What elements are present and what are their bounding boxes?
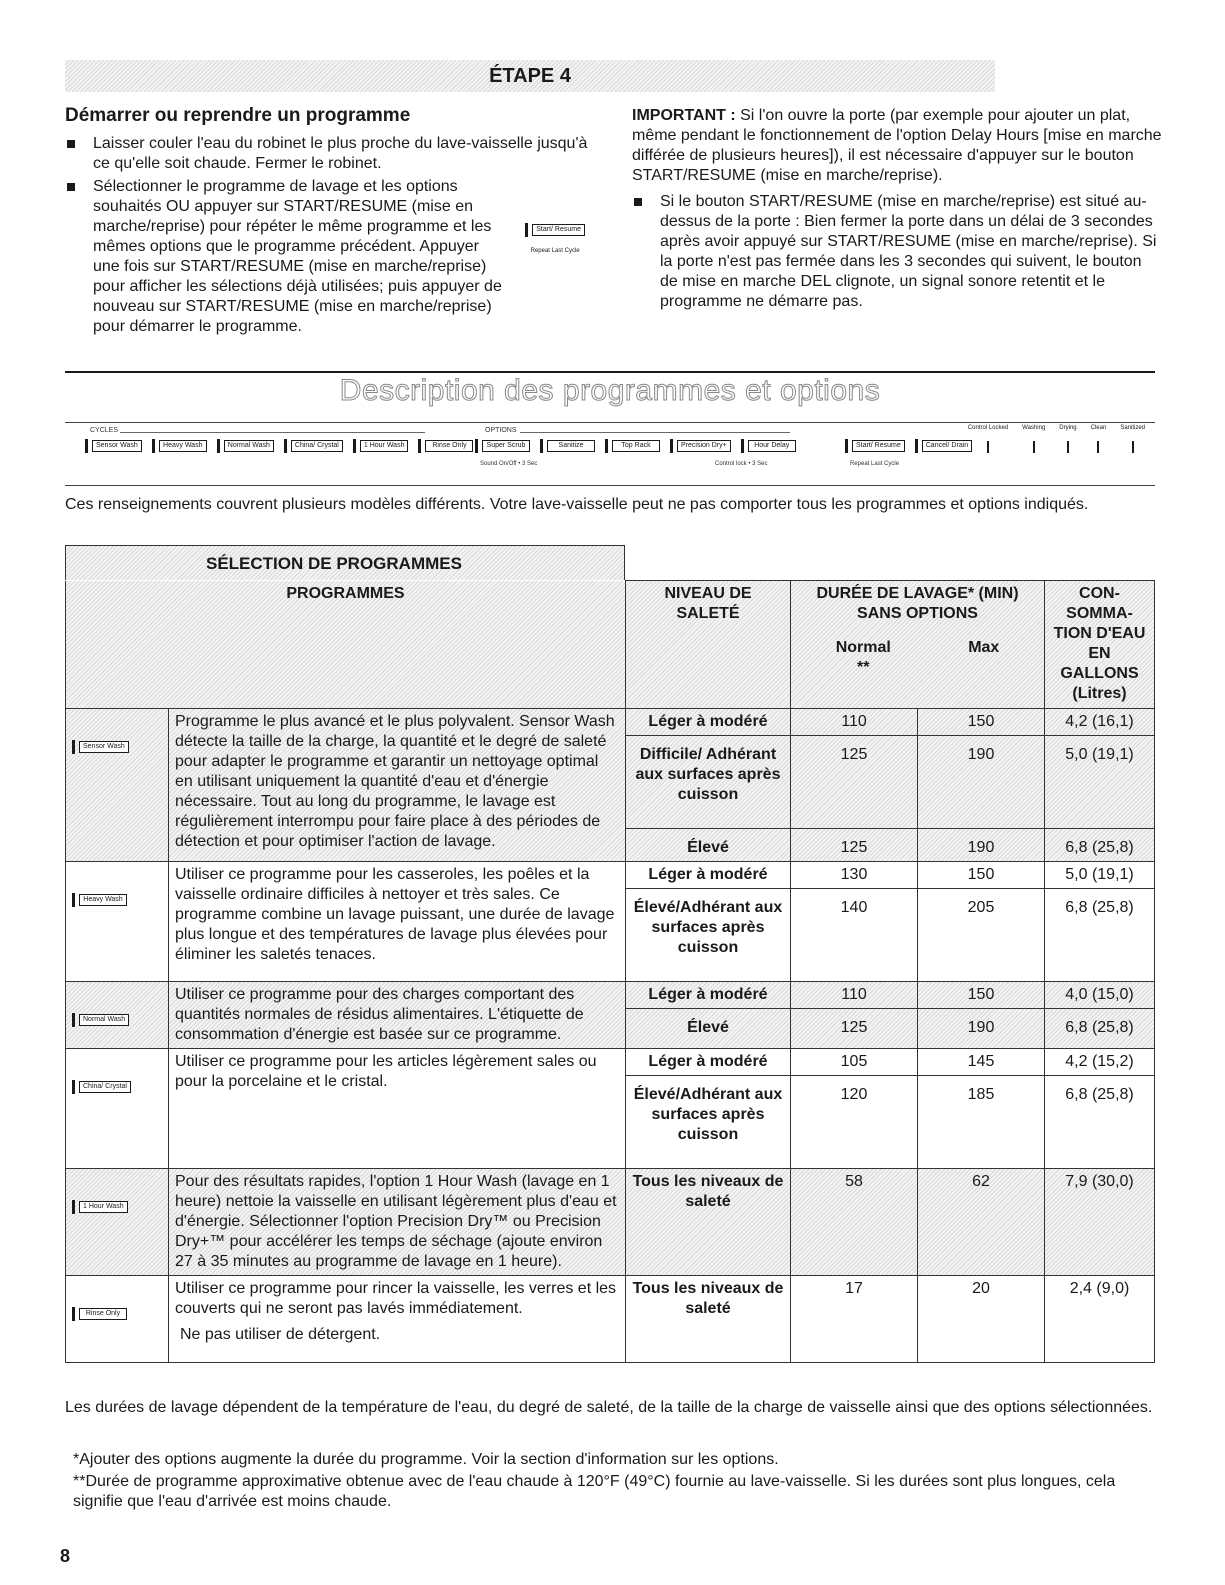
programme-button-icon: [72, 1013, 129, 1027]
description-text: Utiliser ce programme pour des charges comportant des quantités normales de résidus alimentaires. L'étiquette de consommation d'énergie est basée sur ce programme.: [175, 986, 584, 1043]
divider: [120, 432, 425, 433]
water-usage-cell: [1045, 1049, 1155, 1169]
soil-level: Élevé/Adhérant aux surfaces après cuisson: [633, 1086, 783, 1143]
duration-normal-cell: [791, 709, 918, 862]
water-usage-cell: [1045, 982, 1155, 1049]
status-led: [1033, 441, 1035, 453]
divider: [626, 828, 790, 835]
led-indicator: [72, 893, 75, 907]
soil-level: Tous les niveaux de saleté: [632, 1173, 784, 1210]
important-section: [632, 106, 1162, 315]
water-usage: 5,0 (19,1): [1065, 866, 1134, 883]
cycle-button: [85, 439, 142, 453]
programme-icon-cell: [66, 1049, 169, 1169]
programme-icon-cell: [66, 862, 169, 982]
start-resume-button-illustration: [525, 220, 585, 261]
divider: [1045, 828, 1154, 835]
control-panel-illustration: [65, 422, 1155, 486]
table-row: [66, 709, 1155, 862]
duration-max-cell: [918, 1276, 1045, 1363]
soil-level: Tous les niveaux de saleté: [632, 1280, 784, 1317]
programme-table: [65, 580, 1155, 1363]
duration-normal-cell: [791, 1049, 918, 1169]
option-button: [741, 439, 796, 453]
led-indicator: [72, 1200, 75, 1214]
button-label: Rinse Only: [79, 1308, 127, 1320]
water-usage-cell: [1045, 709, 1155, 862]
programme-button-icon: [72, 740, 129, 754]
duration-normal: 110: [841, 986, 867, 1003]
option-button: [605, 439, 660, 453]
divider: [791, 735, 917, 742]
divider: [1045, 735, 1154, 742]
duration-max: 150: [967, 713, 995, 730]
button-label: Super Scrub: [482, 440, 530, 452]
cycle-button: [152, 439, 207, 453]
soil-level-cell: [626, 709, 791, 862]
programme-description: [169, 709, 626, 862]
soil-level: Élevé: [687, 839, 729, 856]
divider: [918, 1075, 1044, 1082]
programme-description: [169, 1049, 626, 1169]
button-label: Sanitize: [547, 440, 595, 452]
led-indicator: [217, 439, 220, 453]
options-label: OPTIONS: [485, 427, 517, 434]
programme-icon-cell: [66, 1169, 169, 1276]
status-indicator: [1091, 425, 1107, 453]
led-indicator: [72, 740, 75, 754]
programme-icon-cell: [66, 982, 169, 1049]
important-text: Si l'on ouvre la porte (par exemple pour ajouter un plat, même pendant le fonctionnement de l'option Delay Hours [mise en marche différée de plusieurs heures]), il est nécessaire d'appuyer sur le bouton START/RESUME (mise en marche/reprise).: [632, 107, 1162, 184]
duration-max-cell: [918, 982, 1045, 1049]
button-label: 1 Hour Wash: [360, 440, 409, 452]
led-indicator: [152, 439, 155, 453]
status-label: Sanitized: [1120, 425, 1145, 431]
status-indicator: [1059, 425, 1076, 453]
controls-caption: Repeat Last Cycle: [850, 461, 900, 467]
soil-level: Élevé: [687, 1019, 729, 1036]
water-usage: 6,8 (25,8): [1065, 1019, 1134, 1036]
control-button: [915, 439, 972, 453]
table-row: [66, 1049, 1155, 1169]
led-indicator: [605, 439, 608, 453]
programme-description: [169, 1276, 626, 1363]
col-header-programmes: PROGRAMMES: [66, 581, 626, 709]
button-label: Start/ Resume: [532, 224, 585, 236]
cycles-button-row: [85, 439, 473, 453]
divider: [626, 1008, 790, 1015]
col-header-max: Max: [968, 639, 1000, 656]
button-label: Sensor Wash: [79, 741, 129, 753]
water-usage-cell: [1045, 1276, 1155, 1363]
table-row: [66, 982, 1155, 1049]
duration-normal: 110: [841, 713, 867, 730]
divider: [626, 735, 790, 742]
description-note: Ne pas utiliser de détergent.: [180, 1326, 381, 1343]
status-led: [1097, 441, 1099, 453]
duration-max: 205: [967, 899, 995, 916]
soil-level: Difficile/ Adhérant aux surfaces après cuisson: [635, 746, 781, 803]
cycles-label: CYCLES: [90, 427, 119, 434]
section-heading: Démarrer ou reprendre un programme: [65, 105, 411, 126]
button-label: Normal Wash: [224, 440, 274, 452]
table-row: [66, 1169, 1155, 1276]
led-indicator: [85, 439, 88, 453]
led-indicator: [72, 1307, 75, 1321]
programme-description: [169, 862, 626, 982]
status-led: [1132, 441, 1134, 453]
programme-button-icon: [72, 1307, 127, 1321]
divider: [65, 371, 1155, 373]
led-indicator: [418, 439, 421, 453]
cycle-button: [284, 439, 343, 453]
divider: [1045, 1075, 1154, 1082]
duration-normal: 125: [840, 1019, 868, 1036]
programme-description: [169, 1169, 626, 1276]
divider: [1045, 888, 1154, 895]
duration-normal: 130: [840, 866, 868, 883]
duration-normal: 105: [840, 1053, 868, 1070]
duration-max-cell: [918, 709, 1045, 862]
duration-normal: 17: [845, 1280, 863, 1297]
duration-normal: 120: [840, 1086, 868, 1103]
button-label: Normal Wash: [79, 1014, 129, 1026]
led-indicator: [741, 439, 744, 453]
option-button: [475, 439, 530, 453]
col-header-normal-note: **: [857, 659, 870, 676]
button-label: Precision Dry+: [677, 440, 731, 452]
duration-normal: 140: [840, 899, 868, 916]
button-label: Hour Delay: [748, 440, 796, 452]
led-indicator: [540, 439, 543, 453]
intro-text: Ces renseignements couvrent plusieurs modèles différents. Votre lave-vaisselle peut ne pas comporter tous les programmes et options indiqués.: [65, 496, 1089, 513]
duration-normal-cell: [791, 982, 918, 1049]
description-text: Utiliser ce programme pour rincer la vaisselle, les verres et les couverts qui ne seront pas lavés immédiatement.: [175, 1280, 617, 1317]
duration-max: 190: [967, 839, 995, 856]
options-caption: Sound On/Off • 3 Sec: [480, 461, 538, 467]
divider: [918, 888, 1044, 895]
soil-level-cell: [626, 1049, 791, 1169]
col-header-niveau: NIVEAU DE SALETÉ: [626, 581, 791, 709]
water-usage: 6,8 (25,8): [1065, 1086, 1134, 1103]
bullet-item: Sélectionner le programme de lavage et les options souhaités OU appuyer sur START/RESUME (mise en marche/reprise) pour répéter le même programme et les mêmes options que le programme précédent. Appuyer une fois sur START/RESUME (mise en marche/reprise) pour afficher les sélections déjà utilisées; puis appuyer de nouveau sur START/RESUME (mise en marche/reprise) pour démarrer le programme.: [65, 177, 595, 337]
footnote: Les durées de lavage dépendent de la température de l'eau, du degré de saleté, de la taille de la charge de vaisselle ainsi que des options sélectionnées.: [65, 1399, 1153, 1416]
description-text: Programme le plus avancé et le plus polyvalent. Sensor Wash détecte la taille de la charge, la quantité et le degré de saleté pour adapter le programme et garantir un nettoyage optimal en utilisant uniquement la quantité d'eau et d'énergie nécessaire. Tout au long du programme, le lavage est régulièrement interrompu pour faire place à des périodes de détection et pour optimiser l'action de lavage.: [175, 713, 615, 850]
led-indicator: [915, 439, 918, 453]
footnote: *Ajouter des options augmente la durée du programme. Voir la section d'information sur les options.: [73, 1451, 779, 1468]
water-usage-cell: [1045, 1169, 1155, 1276]
divider: [520, 432, 790, 433]
status-led: [987, 441, 989, 453]
duration-max: 190: [967, 746, 995, 763]
options-caption: Control lock • 3 Sec: [715, 461, 768, 467]
programme-button-icon: [72, 893, 127, 907]
button-label: Rinse Only: [425, 440, 473, 452]
important-label: IMPORTANT :: [632, 107, 736, 124]
duration-max-cell: [918, 862, 1045, 982]
bullet-item: Laisser couler l'eau du robinet le plus proche du lave-vaisselle jusqu'à ce qu'elle soit chaude. Fermer le robinet.: [65, 134, 595, 174]
divider: [918, 1008, 1044, 1015]
programme-button-icon: [72, 1200, 128, 1214]
cycle-button: [353, 439, 409, 453]
cycle-button: [418, 439, 473, 453]
soil-level: Léger à modéré: [648, 986, 768, 1003]
status-label: Drying: [1059, 425, 1077, 431]
controls-button-row: [845, 439, 972, 453]
button-label: Top Rack: [612, 440, 660, 452]
soil-level: Léger à modéré: [648, 713, 768, 730]
divider: [791, 828, 917, 835]
water-usage: 5,0 (19,1): [1065, 746, 1134, 763]
status-label: Washing: [1022, 425, 1046, 431]
led-indicator: [353, 439, 356, 453]
programme-description: [169, 982, 626, 1049]
divider: [918, 828, 1044, 835]
duration-normal-cell: [791, 1169, 918, 1276]
soil-level-cell: [626, 1169, 791, 1276]
option-button: [670, 439, 731, 453]
divider: [918, 735, 1044, 742]
description-text: Pour des résultats rapides, l'option 1 Hour Wash (lavage en 1 heure) nettoie la vaisselle en utilisant légèrement plus d'eau et d'énergie. Sélectionner l'option Precision Dry™ ou Precision Dry+™ pour accélérer les temps de séchage (ajoute environ 27 à 35 minutes au programme de lavage en 1 heure).: [175, 1173, 617, 1270]
cycle-button: [217, 439, 274, 453]
options-button-row: [475, 439, 796, 453]
water-usage: 7,9 (30,0): [1065, 1173, 1134, 1190]
water-usage: 4,2 (15,2): [1065, 1053, 1134, 1070]
table-title: SÉLECTION DE PROGRAMMES: [65, 545, 625, 580]
water-usage-cell: [1045, 862, 1155, 982]
duration-max: 145: [967, 1053, 995, 1070]
duration-max: 190: [967, 1019, 995, 1036]
soil-level: Élevé/Adhérant aux surfaces après cuisson: [633, 899, 783, 956]
duration-normal-cell: [791, 1276, 918, 1363]
water-usage: 6,8 (25,8): [1065, 839, 1134, 856]
duration-max-cell: [918, 1049, 1045, 1169]
status-indicators: [968, 425, 1145, 453]
led-indicator: [284, 439, 287, 453]
status-led: [1067, 441, 1069, 453]
water-usage: 4,2 (16,1): [1065, 713, 1134, 730]
button-label: China/ Crystal: [79, 1081, 131, 1093]
col-header-duree: [791, 581, 1045, 709]
duration-max: 185: [967, 1086, 995, 1103]
button-label: 1 Hour Wash: [79, 1201, 128, 1213]
soil-level: Léger à modéré: [648, 866, 768, 883]
status-label: Control Locked: [967, 425, 1009, 431]
button-label: Start/ Resume: [852, 440, 905, 452]
programme-button-icon: [72, 1080, 131, 1094]
description-text: Utiliser ce programme pour les articles légèrement sales ou pour la porcelaine et le cristal.: [175, 1053, 597, 1090]
duration-normal: 125: [840, 839, 868, 856]
water-usage: 4,0 (15,0): [1065, 986, 1134, 1003]
step-banner: ÉTAPE 4: [65, 60, 995, 92]
start-resume-section: [65, 106, 595, 340]
table-row: [66, 862, 1155, 982]
led-indicator: [670, 439, 673, 453]
col-header-normal: Normal: [835, 639, 891, 656]
led-indicator: [72, 1013, 75, 1027]
soil-level: Léger à modéré: [648, 1053, 768, 1070]
status-indicator: [1022, 425, 1045, 453]
duration-max: 20: [972, 1280, 990, 1297]
duration-normal-cell: [791, 862, 918, 982]
button-label: Cancel/ Drain: [922, 440, 972, 452]
col-header-duree-label: DURÉE DE LAVAGE* (MIN) SANS OPTIONS: [816, 585, 1019, 622]
button-label: Heavy Wash: [79, 894, 127, 906]
bullet-item: Si le bouton START/RESUME (mise en marche/reprise) est situé au-dessus de la porte : Bien fermer la porte dans un délai de 3 secondes après avoir appuyé sur START/RESUME (mise en marche/reprise). Si la porte n'est pas fermée dans les 3 secondes qui suivent, le bouton de mise en marche DEL clignote, un signal sonore retentit et le programme ne démarre pas.: [632, 192, 1162, 312]
duration-max: 150: [967, 986, 995, 1003]
button-label: Sensor Wash: [92, 440, 142, 452]
duration-normal: 125: [840, 746, 868, 763]
programme-icon-cell: [66, 709, 169, 862]
duration-max: 62: [972, 1173, 990, 1190]
divider: [626, 1075, 790, 1082]
programme-icon-cell: [66, 1276, 169, 1363]
duration-max: 150: [967, 866, 995, 883]
divider: [1045, 1008, 1154, 1015]
water-usage: 6,8 (25,8): [1065, 899, 1134, 916]
water-usage: 2,4 (9,0): [1069, 1280, 1130, 1297]
led-indicator: [475, 439, 478, 453]
footnote: **Durée de programme approximative obtenue avec de l'eau chaude à 120°F (49°C) fournie au lave-vaisselle. Si les durées sont plus longues, cela signifie que l'eau d'arrivée est moins chaude.: [73, 1473, 1116, 1510]
button-label: China/ Crystal: [291, 440, 343, 452]
divider: [626, 888, 790, 895]
status-label: Clean: [1090, 425, 1107, 431]
section-title: Description des programmes et options: [339, 374, 881, 407]
control-button: [845, 439, 905, 453]
button-label: Heavy Wash: [159, 440, 207, 452]
divider: [791, 888, 917, 895]
soil-level-cell: [626, 982, 791, 1049]
divider: [791, 1075, 917, 1082]
col-header-conso: CON-SOMMA-TION D'EAU EN GALLONS (Litres): [1045, 581, 1155, 709]
button-caption: Repeat Last Cycle: [530, 248, 580, 254]
duration-max-cell: [918, 1169, 1045, 1276]
table-row: [66, 1276, 1155, 1363]
status-indicator: [1120, 425, 1145, 453]
led-indicator: [72, 1080, 75, 1094]
option-button: [540, 439, 595, 453]
soil-level-cell: [626, 1276, 791, 1363]
duration-normal: 58: [845, 1173, 863, 1190]
description-text: Utiliser ce programme pour les casseroles, les poêles et la vaisselle ordinaire difficiles à nettoyer et très sales. Ce programme combine un lavage puissant, une durée de lavage plus longue et des températures de lavage plus élevées pour éliminer les saletés tenaces.: [175, 866, 615, 963]
led-indicator: [845, 439, 848, 453]
status-indicator: [968, 425, 1008, 453]
divider: [791, 1008, 917, 1015]
page-number: 8: [60, 1546, 71, 1566]
soil-level-cell: [626, 862, 791, 982]
